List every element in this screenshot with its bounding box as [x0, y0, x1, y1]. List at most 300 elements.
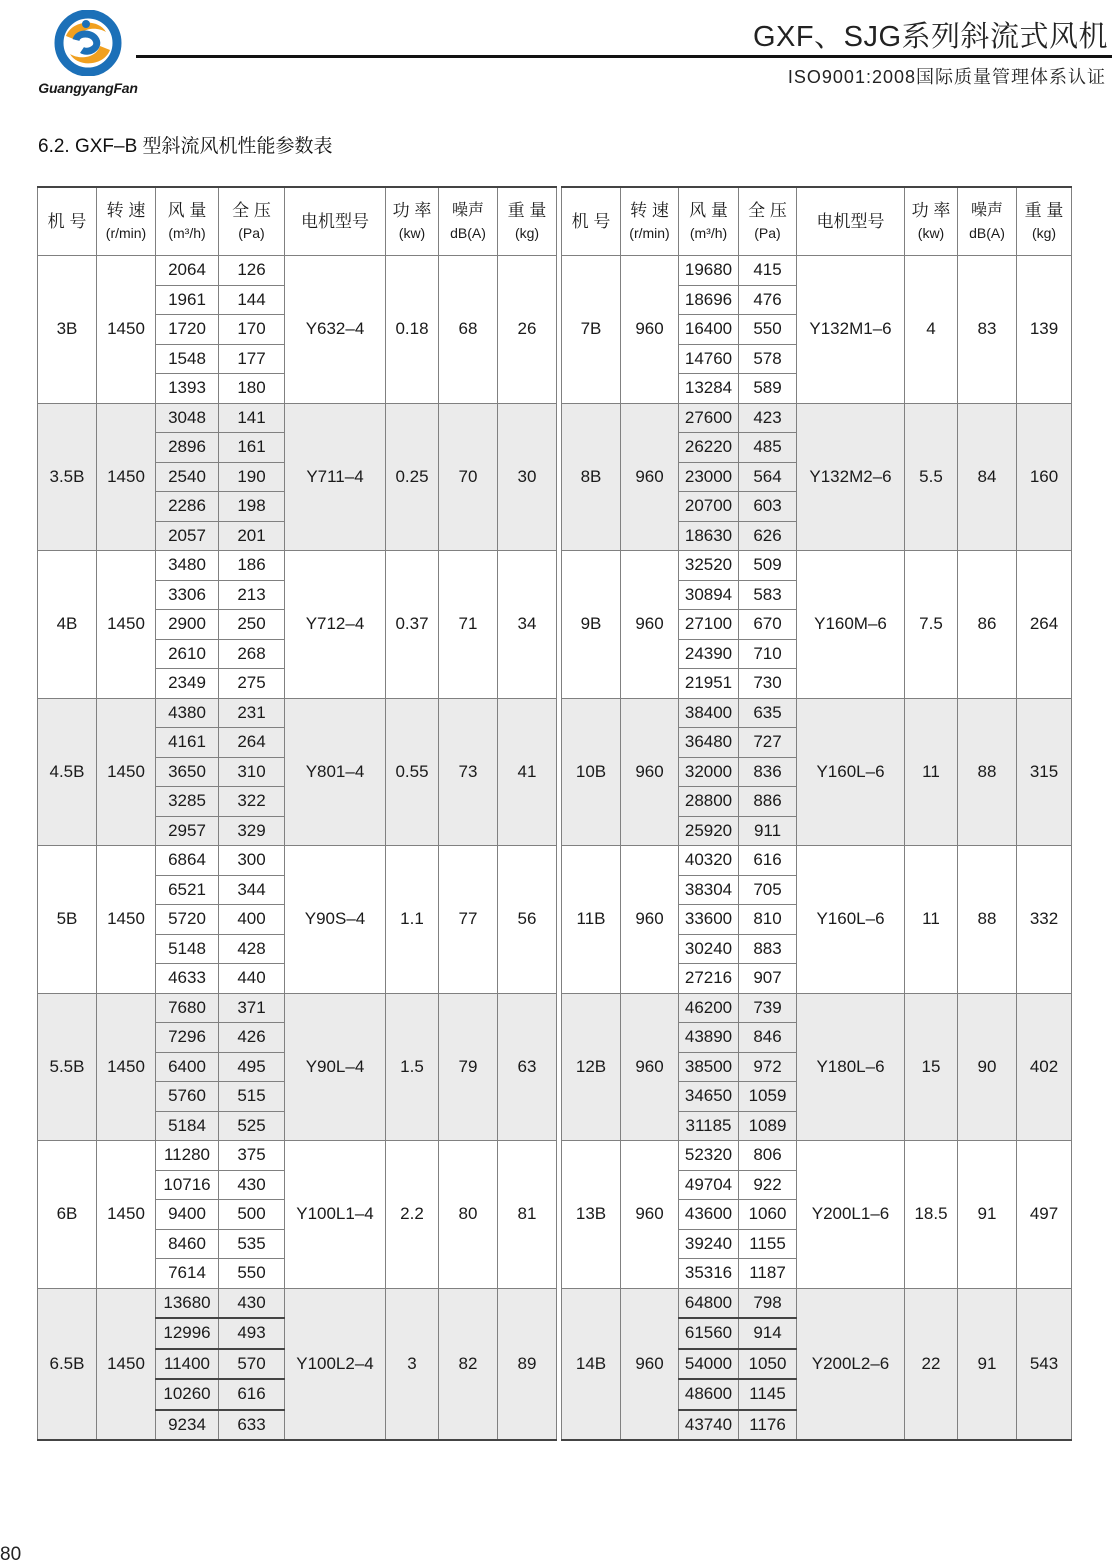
airflow-cell: 16400 — [679, 315, 739, 345]
weight-cell: 34 — [498, 551, 557, 699]
airflow-cell: 2064 — [156, 256, 219, 286]
airflow-cell: 4161 — [156, 728, 219, 758]
power-cell: 1.5 — [386, 993, 439, 1141]
performance-table-right — [561, 186, 1072, 1441]
table-row — [562, 698, 1072, 728]
column-unit: (r/min) — [629, 224, 670, 241]
airflow-cell: 3285 — [156, 787, 219, 817]
pressure-cell: 144 — [219, 285, 285, 315]
airflow-cell: 24390 — [679, 639, 739, 669]
airflow-cell: 35316 — [679, 1259, 739, 1289]
airflow-cell: 3480 — [156, 551, 219, 581]
airflow-cell: 43600 — [679, 1200, 739, 1230]
column-label: 噪声 — [451, 201, 484, 219]
table-row — [38, 1288, 557, 1318]
weight-cell: 41 — [498, 698, 557, 846]
airflow-cell: 1961 — [156, 285, 219, 315]
motor-cell: Y132M1–6 — [797, 256, 905, 404]
pressure-cell: 670 — [739, 610, 797, 640]
column-label: 电机型号 — [301, 211, 369, 231]
column-label: 风 量 — [689, 200, 728, 220]
power-cell: 11 — [905, 698, 958, 846]
airflow-cell: 7680 — [156, 993, 219, 1023]
airflow-cell: 38500 — [679, 1052, 739, 1082]
column-label: 转 速 — [630, 200, 669, 220]
motor-cell: Y200L2–6 — [797, 1288, 905, 1440]
airflow-cell: 30240 — [679, 934, 739, 964]
pressure-cell: 415 — [739, 256, 797, 286]
noise-cell: 80 — [439, 1141, 498, 1289]
noise-cell: 88 — [958, 846, 1017, 994]
pressure-cell: 836 — [739, 757, 797, 787]
airflow-cell: 27600 — [679, 403, 739, 433]
pressure-cell: 375 — [219, 1141, 285, 1171]
fan-model-cell: 7B — [562, 256, 621, 404]
airflow-cell: 25920 — [679, 816, 739, 846]
pressure-cell: 1050 — [739, 1349, 797, 1380]
fan-model-cell: 14B — [562, 1288, 621, 1440]
airflow-cell: 38304 — [679, 875, 739, 905]
pressure-cell: 500 — [219, 1200, 285, 1230]
speed-cell: 1450 — [97, 1288, 156, 1440]
pressure-cell: 583 — [739, 580, 797, 610]
airflow-cell: 32520 — [679, 551, 739, 581]
pressure-cell: 161 — [219, 433, 285, 463]
pressure-cell: 177 — [219, 344, 285, 374]
pressure-cell: 616 — [739, 846, 797, 876]
pressure-cell: 806 — [739, 1141, 797, 1171]
pressure-cell: 570 — [219, 1349, 285, 1380]
airflow-cell: 49704 — [679, 1170, 739, 1200]
airflow-cell: 2900 — [156, 610, 219, 640]
airflow-cell: 5184 — [156, 1111, 219, 1141]
pressure-cell: 1060 — [739, 1200, 797, 1230]
speed-cell: 960 — [621, 1288, 679, 1440]
table-row — [562, 256, 1072, 286]
pressure-cell: 186 — [219, 551, 285, 581]
speed-cell: 1450 — [97, 993, 156, 1141]
table-row — [38, 403, 557, 433]
logo-mark-icon — [52, 10, 124, 76]
fan-model-cell: 4.5B — [38, 698, 97, 846]
airflow-cell: 8460 — [156, 1229, 219, 1259]
airflow-cell: 27216 — [679, 964, 739, 994]
column-unit: (r/min) — [105, 224, 147, 241]
airflow-cell: 19680 — [679, 256, 739, 286]
col-noise-header — [958, 187, 1017, 256]
pressure-cell: 1155 — [739, 1229, 797, 1259]
col-model-header — [38, 187, 97, 256]
pressure-cell: 710 — [739, 639, 797, 669]
noise-cell: 86 — [958, 551, 1017, 699]
power-cell: 3 — [386, 1288, 439, 1440]
pressure-cell: 426 — [219, 1023, 285, 1053]
motor-cell: Y90L–4 — [285, 993, 386, 1141]
col-noise-header — [439, 187, 498, 256]
airflow-cell: 3306 — [156, 580, 219, 610]
speed-cell: 1450 — [97, 403, 156, 551]
weight-cell: 497 — [1017, 1141, 1072, 1289]
fan-model-cell: 13B — [562, 1141, 621, 1289]
pressure-cell: 310 — [219, 757, 285, 787]
column-unit: (kg) — [514, 224, 540, 241]
weight-cell: 63 — [498, 993, 557, 1141]
airflow-cell: 30894 — [679, 580, 739, 610]
pressure-cell: 322 — [219, 787, 285, 817]
power-cell: 0.18 — [386, 256, 439, 404]
column-unit: (kw) — [398, 224, 426, 241]
power-cell: 0.55 — [386, 698, 439, 846]
pressure-cell: 190 — [219, 462, 285, 492]
column-unit: (m³/h) — [168, 224, 206, 241]
airflow-cell: 4633 — [156, 964, 219, 994]
fan-model-cell: 12B — [562, 993, 621, 1141]
airflow-cell: 27100 — [679, 610, 739, 640]
col-weight-header — [498, 187, 557, 256]
weight-cell: 30 — [498, 403, 557, 551]
table-row — [562, 993, 1072, 1023]
noise-cell: 79 — [439, 993, 498, 1141]
pressure-cell: 886 — [739, 787, 797, 817]
pressure-cell: 907 — [739, 964, 797, 994]
noise-cell: 68 — [439, 256, 498, 404]
weight-cell: 402 — [1017, 993, 1072, 1141]
pressure-cell: 626 — [739, 521, 797, 551]
column-label: 全 压 — [748, 200, 787, 220]
airflow-cell: 11280 — [156, 1141, 219, 1171]
column-label: 机 号 — [571, 211, 611, 231]
airflow-cell: 2349 — [156, 669, 219, 699]
airflow-cell: 9400 — [156, 1200, 219, 1230]
column-unit: dB(A) — [450, 224, 486, 241]
power-cell: 22 — [905, 1288, 958, 1440]
airflow-cell: 12996 — [156, 1318, 219, 1349]
col-weight-header — [1017, 187, 1072, 256]
motor-cell: Y160M–6 — [797, 551, 905, 699]
airflow-cell: 2057 — [156, 521, 219, 551]
col-motor-header — [797, 187, 905, 256]
pressure-cell: 911 — [739, 816, 797, 846]
column-label: 功 率 — [911, 200, 951, 220]
noise-cell: 77 — [439, 846, 498, 994]
airflow-cell: 43740 — [679, 1410, 739, 1441]
table-row — [562, 846, 1072, 876]
speed-cell: 1450 — [97, 256, 156, 404]
motor-cell: Y200L1–6 — [797, 1141, 905, 1289]
weight-cell: 264 — [1017, 551, 1072, 699]
pressure-cell: 633 — [219, 1410, 285, 1441]
airflow-cell: 5760 — [156, 1082, 219, 1112]
pressure-cell: 705 — [739, 875, 797, 905]
power-cell: 11 — [905, 846, 958, 994]
speed-cell: 960 — [621, 698, 679, 846]
certification-subtitle: ISO9001:2008国际质量管理体系认证 — [787, 67, 1106, 87]
power-cell: 0.25 — [386, 403, 439, 551]
column-unit: dB(A) — [969, 224, 1005, 241]
column-unit: (Pa) — [238, 224, 265, 241]
column-label: 机 号 — [47, 211, 87, 231]
airflow-cell: 2610 — [156, 639, 219, 669]
pressure-cell: 603 — [739, 492, 797, 522]
airflow-cell: 7614 — [156, 1259, 219, 1289]
pressure-cell: 1187 — [739, 1259, 797, 1289]
pressure-cell: 300 — [219, 846, 285, 876]
fan-model-cell: 3B — [38, 256, 97, 404]
noise-cell: 91 — [958, 1141, 1017, 1289]
motor-cell: Y90S–4 — [285, 846, 386, 994]
pressure-cell: 1059 — [739, 1082, 797, 1112]
airflow-cell: 2896 — [156, 433, 219, 463]
fan-model-cell: 5.5B — [38, 993, 97, 1141]
table-header-row — [38, 187, 557, 256]
pressure-cell: 810 — [739, 905, 797, 935]
column-label: 重 量 — [1024, 200, 1064, 220]
table-row — [38, 993, 557, 1023]
pressure-cell: 180 — [219, 374, 285, 404]
noise-cell: 90 — [958, 993, 1017, 1141]
pressure-cell: 739 — [739, 993, 797, 1023]
column-label: 电机型号 — [816, 211, 885, 231]
motor-cell: Y180L–6 — [797, 993, 905, 1141]
pressure-cell: 1176 — [739, 1410, 797, 1441]
column-label: 重 量 — [507, 200, 547, 220]
airflow-cell: 23000 — [679, 462, 739, 492]
noise-cell: 82 — [439, 1288, 498, 1440]
column-unit: (kw) — [917, 224, 945, 241]
column-unit: (Pa) — [754, 224, 781, 241]
pressure-cell: 589 — [739, 374, 797, 404]
power-cell: 0.37 — [386, 551, 439, 699]
pressure-cell: 329 — [219, 816, 285, 846]
column-label: 功 率 — [392, 200, 432, 220]
col-power-header — [905, 187, 958, 256]
weight-cell: 160 — [1017, 403, 1072, 551]
fan-model-cell: 11B — [562, 846, 621, 994]
pressure-cell: 126 — [219, 256, 285, 286]
pressure-cell: 525 — [219, 1111, 285, 1141]
pressure-cell: 275 — [219, 669, 285, 699]
pressure-cell: 485 — [739, 433, 797, 463]
speed-cell: 960 — [621, 1141, 679, 1289]
speed-cell: 960 — [621, 551, 679, 699]
col-model-header — [562, 187, 621, 256]
col-speed-header — [621, 187, 679, 256]
airflow-cell: 3048 — [156, 403, 219, 433]
airflow-cell: 9234 — [156, 1410, 219, 1441]
airflow-cell: 46200 — [679, 993, 739, 1023]
speed-cell: 960 — [621, 403, 679, 551]
pressure-cell: 727 — [739, 728, 797, 758]
airflow-cell: 6864 — [156, 846, 219, 876]
airflow-cell: 48600 — [679, 1379, 739, 1410]
airflow-cell: 34650 — [679, 1082, 739, 1112]
motor-cell: Y100L2–4 — [285, 1288, 386, 1440]
noise-cell: 71 — [439, 551, 498, 699]
airflow-cell: 54000 — [679, 1349, 739, 1380]
speed-cell: 960 — [621, 846, 679, 994]
airflow-cell: 61560 — [679, 1318, 739, 1349]
company-logo — [24, 10, 152, 100]
speed-cell: 960 — [621, 256, 679, 404]
airflow-cell: 1548 — [156, 344, 219, 374]
pressure-cell: 264 — [219, 728, 285, 758]
pressure-cell: 515 — [219, 1082, 285, 1112]
airflow-cell: 5148 — [156, 934, 219, 964]
power-cell: 5.5 — [905, 403, 958, 551]
col-airflow-header — [679, 187, 739, 256]
power-cell: 2.2 — [386, 1141, 439, 1289]
speed-cell: 1450 — [97, 551, 156, 699]
airflow-cell: 39240 — [679, 1229, 739, 1259]
fan-model-cell: 6.5B — [38, 1288, 97, 1440]
table-row — [562, 1288, 1072, 1318]
power-cell: 18.5 — [905, 1141, 958, 1289]
airflow-cell: 13680 — [156, 1288, 219, 1318]
airflow-cell: 31185 — [679, 1111, 739, 1141]
airflow-cell: 43890 — [679, 1023, 739, 1053]
column-label: 风 量 — [167, 200, 207, 220]
noise-cell: 70 — [439, 403, 498, 551]
table-header-row — [562, 187, 1072, 256]
col-speed-header — [97, 187, 156, 256]
airflow-cell: 28800 — [679, 787, 739, 817]
weight-cell: 543 — [1017, 1288, 1072, 1440]
noise-cell: 91 — [958, 1288, 1017, 1440]
pressure-cell: 250 — [219, 610, 285, 640]
pressure-cell: 578 — [739, 344, 797, 374]
weight-cell: 315 — [1017, 698, 1072, 846]
pressure-cell: 616 — [219, 1379, 285, 1410]
airflow-cell: 6521 — [156, 875, 219, 905]
pressure-cell: 635 — [739, 698, 797, 728]
pressure-cell: 883 — [739, 934, 797, 964]
table-row — [38, 1141, 557, 1171]
airflow-cell: 11400 — [156, 1349, 219, 1380]
section-title: 6.2. GXF–B 型斜流风机性能参数表 — [38, 136, 333, 157]
airflow-cell: 18630 — [679, 521, 739, 551]
pressure-cell: 201 — [219, 521, 285, 551]
col-power-header — [386, 187, 439, 256]
column-label: 全 压 — [232, 200, 271, 220]
pressure-cell: 535 — [219, 1229, 285, 1259]
power-cell: 7.5 — [905, 551, 958, 699]
pressure-cell: 846 — [739, 1023, 797, 1053]
table-row — [562, 551, 1072, 581]
airflow-cell: 52320 — [679, 1141, 739, 1171]
power-cell: 4 — [905, 256, 958, 404]
pressure-cell: 972 — [739, 1052, 797, 1082]
table-row — [38, 846, 557, 876]
motor-cell: Y801–4 — [285, 698, 386, 846]
weight-cell: 81 — [498, 1141, 557, 1289]
airflow-cell: 38400 — [679, 698, 739, 728]
pressure-cell: 428 — [219, 934, 285, 964]
fan-model-cell: 4B — [38, 551, 97, 699]
motor-cell: Y132M2–6 — [797, 403, 905, 551]
noise-cell: 73 — [439, 698, 498, 846]
col-airflow-header — [156, 187, 219, 256]
motor-cell: Y160L–6 — [797, 698, 905, 846]
fan-model-cell: 5B — [38, 846, 97, 994]
fan-model-cell: 3.5B — [38, 403, 97, 551]
weight-cell: 332 — [1017, 846, 1072, 994]
table-row — [38, 551, 557, 581]
performance-table-left — [37, 186, 557, 1441]
pressure-cell: 141 — [219, 403, 285, 433]
pressure-cell: 798 — [739, 1288, 797, 1318]
header-divider — [136, 55, 1112, 58]
table-row — [38, 698, 557, 728]
pressure-cell: 1089 — [739, 1111, 797, 1141]
weight-cell: 139 — [1017, 256, 1072, 404]
airflow-cell: 10260 — [156, 1379, 219, 1410]
airflow-cell: 2957 — [156, 816, 219, 846]
pressure-cell: 493 — [219, 1318, 285, 1349]
table-row — [562, 403, 1072, 433]
airflow-cell: 7296 — [156, 1023, 219, 1053]
table-row — [38, 256, 557, 286]
pressure-cell: 170 — [219, 315, 285, 345]
airflow-cell: 1393 — [156, 374, 219, 404]
fan-model-cell: 10B — [562, 698, 621, 846]
weight-cell: 56 — [498, 846, 557, 994]
pressure-cell: 476 — [739, 285, 797, 315]
pressure-cell: 198 — [219, 492, 285, 522]
pressure-cell: 400 — [219, 905, 285, 935]
pressure-cell: 423 — [739, 403, 797, 433]
col-pressure-header — [219, 187, 285, 256]
motor-cell: Y711–4 — [285, 403, 386, 551]
table-row — [562, 1141, 1072, 1171]
pressure-cell: 564 — [739, 462, 797, 492]
airflow-cell: 33600 — [679, 905, 739, 935]
airflow-cell: 2286 — [156, 492, 219, 522]
motor-cell: Y160L–6 — [797, 846, 905, 994]
airflow-cell: 18696 — [679, 285, 739, 315]
pressure-cell: 440 — [219, 964, 285, 994]
airflow-cell: 32000 — [679, 757, 739, 787]
pressure-cell: 922 — [739, 1170, 797, 1200]
logo-text: GuangyangFan — [38, 80, 138, 96]
pressure-cell: 371 — [219, 993, 285, 1023]
pressure-cell: 550 — [219, 1259, 285, 1289]
airflow-cell: 64800 — [679, 1288, 739, 1318]
fan-model-cell: 8B — [562, 403, 621, 551]
airflow-cell: 20700 — [679, 492, 739, 522]
pressure-cell: 509 — [739, 551, 797, 581]
col-motor-header — [285, 187, 386, 256]
speed-cell: 1450 — [97, 698, 156, 846]
fan-model-cell: 6B — [38, 1141, 97, 1289]
pressure-cell: 430 — [219, 1170, 285, 1200]
page-number: 80 — [0, 1544, 22, 1565]
noise-cell: 88 — [958, 698, 1017, 846]
column-unit: (m³/h) — [689, 224, 728, 241]
airflow-cell: 36480 — [679, 728, 739, 758]
pressure-cell: 344 — [219, 875, 285, 905]
column-unit: (kg) — [1031, 224, 1057, 241]
weight-cell: 26 — [498, 256, 557, 404]
pressure-cell: 268 — [219, 639, 285, 669]
pressure-cell: 914 — [739, 1318, 797, 1349]
motor-cell: Y632–4 — [285, 256, 386, 404]
speed-cell: 1450 — [97, 1141, 156, 1289]
power-cell: 15 — [905, 993, 958, 1141]
pressure-cell: 550 — [739, 315, 797, 345]
airflow-cell: 4380 — [156, 698, 219, 728]
airflow-cell: 21951 — [679, 669, 739, 699]
airflow-cell: 1720 — [156, 315, 219, 345]
